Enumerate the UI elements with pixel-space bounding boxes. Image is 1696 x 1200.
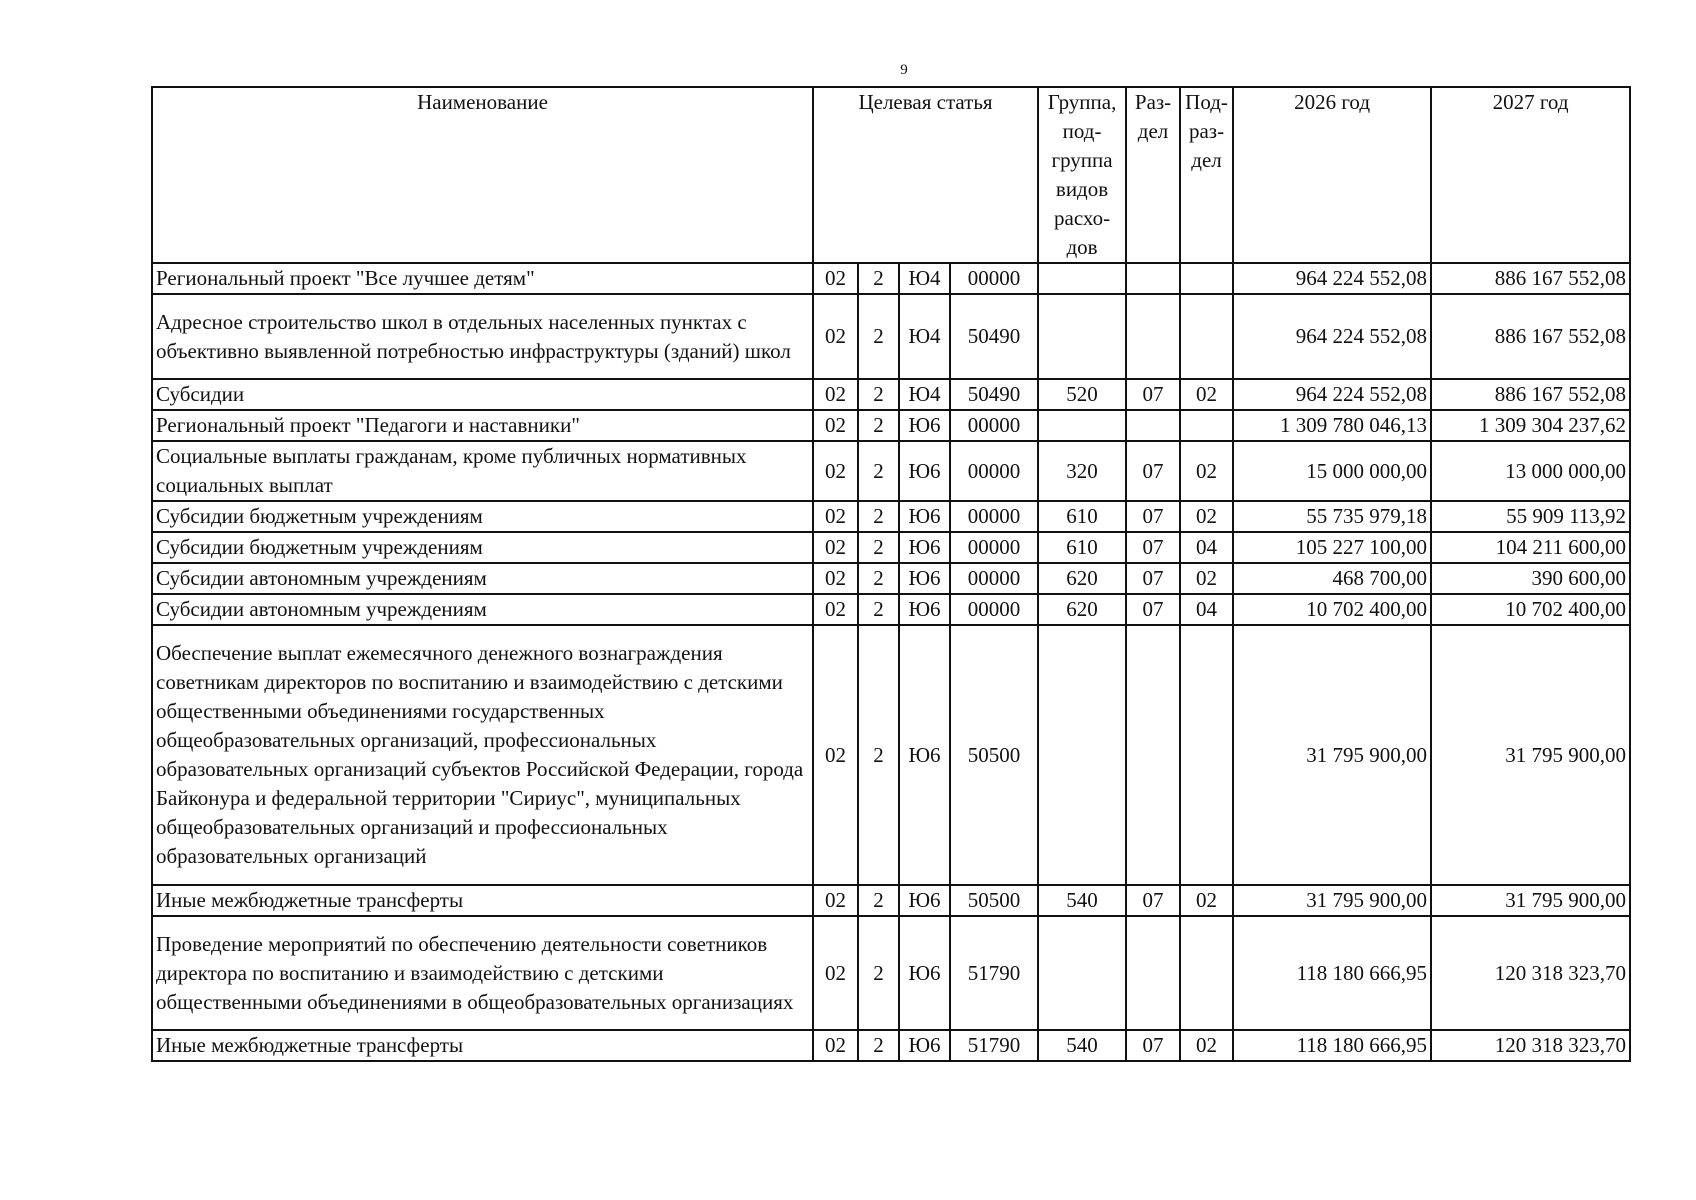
- row-cs-subprogram: 2: [858, 441, 899, 501]
- row-cs-subprogram: 2: [858, 501, 899, 532]
- header-2026: 2026 год: [1233, 87, 1431, 263]
- row-subsection: 04: [1180, 594, 1233, 625]
- table-row: [152, 625, 1630, 885]
- row-group: 540: [1038, 1030, 1126, 1061]
- row-cs-program: 02: [813, 594, 858, 625]
- row-cs-direction: 00000: [950, 594, 1038, 625]
- row-section: [1126, 263, 1180, 294]
- row-name: Иные межбюджетные трансферты: [152, 1030, 813, 1061]
- row-cs-direction: 00000: [950, 532, 1038, 563]
- row-cs-subprogram: 2: [858, 916, 899, 1030]
- row-2027-amount: 13 000 000,00: [1431, 441, 1630, 501]
- table-row: [152, 263, 1630, 294]
- row-2026-amount: 10 702 400,00: [1233, 594, 1431, 625]
- header-group: Группа, под-группа видов расхо-дов: [1038, 87, 1126, 263]
- row-2027-amount: 390 600,00: [1431, 563, 1630, 594]
- row-subsection: [1180, 294, 1233, 379]
- row-group: 620: [1038, 563, 1126, 594]
- row-section: 07: [1126, 501, 1180, 532]
- row-name: Субсидии автономным учреждениям: [152, 594, 813, 625]
- row-section: 07: [1126, 563, 1180, 594]
- row-subsection: [1180, 625, 1233, 885]
- row-group: [1038, 410, 1126, 441]
- row-2026-amount: 964 224 552,08: [1233, 263, 1431, 294]
- row-cs-project: Ю6: [899, 594, 950, 625]
- row-2027-amount: 886 167 552,08: [1431, 294, 1630, 379]
- row-section: [1126, 625, 1180, 885]
- row-subsection: [1180, 410, 1233, 441]
- header-target-article: Целевая статья: [813, 87, 1038, 263]
- header-2027: 2027 год: [1431, 87, 1630, 263]
- row-subsection: 02: [1180, 379, 1233, 410]
- row-2027-amount: 31 795 900,00: [1431, 885, 1630, 916]
- row-2027-amount: 55 909 113,92: [1431, 501, 1630, 532]
- row-cs-direction: 50500: [950, 885, 1038, 916]
- row-2026-amount: 31 795 900,00: [1233, 625, 1431, 885]
- row-name: Субсидии: [152, 379, 813, 410]
- row-section: [1126, 916, 1180, 1030]
- row-section: 07: [1126, 1030, 1180, 1061]
- row-2026-amount: 105 227 100,00: [1233, 532, 1431, 563]
- table-row: [152, 563, 1630, 594]
- row-name: Региональный проект "Все лучшее детям": [152, 263, 813, 294]
- row-cs-program: 02: [813, 625, 858, 885]
- row-cs-project: Ю6: [899, 532, 950, 563]
- row-cs-project: Ю6: [899, 885, 950, 916]
- row-cs-program: 02: [813, 563, 858, 594]
- row-cs-direction: 50500: [950, 625, 1038, 885]
- row-section: [1126, 294, 1180, 379]
- row-section: 07: [1126, 885, 1180, 916]
- row-cs-subprogram: 2: [858, 594, 899, 625]
- row-2027-amount: 104 211 600,00: [1431, 532, 1630, 563]
- row-subsection: 02: [1180, 441, 1233, 501]
- row-name: Проведение мероприятий по обеспечению деятельности советников директора по воспитанию и взаимодействию с детскими общественными объединениями в общеобразовательных организациях: [152, 916, 813, 1030]
- row-cs-project: Ю4: [899, 379, 950, 410]
- table-row: [152, 885, 1630, 916]
- table-row: [152, 916, 1630, 1030]
- row-group: 540: [1038, 885, 1126, 916]
- row-group: [1038, 916, 1126, 1030]
- row-2027-amount: 120 318 323,70: [1431, 916, 1630, 1030]
- row-cs-subprogram: 2: [858, 563, 899, 594]
- row-group: 520: [1038, 379, 1126, 410]
- row-cs-project: Ю4: [899, 294, 950, 379]
- table-row: [152, 379, 1630, 410]
- row-2027-amount: 31 795 900,00: [1431, 625, 1630, 885]
- table-row: [152, 594, 1630, 625]
- row-2027-amount: 886 167 552,08: [1431, 263, 1630, 294]
- row-cs-direction: 51790: [950, 1030, 1038, 1061]
- row-cs-project: Ю6: [899, 916, 950, 1030]
- row-cs-program: 02: [813, 441, 858, 501]
- row-2027-amount: 120 318 323,70: [1431, 1030, 1630, 1061]
- row-2026-amount: 1 309 780 046,13: [1233, 410, 1431, 441]
- table-row: [152, 410, 1630, 441]
- row-group: 610: [1038, 532, 1126, 563]
- row-name: Иные межбюджетные трансферты: [152, 885, 813, 916]
- row-2026-amount: 55 735 979,18: [1233, 501, 1431, 532]
- row-group: 610: [1038, 501, 1126, 532]
- row-cs-direction: 50490: [950, 294, 1038, 379]
- row-cs-direction: 00000: [950, 263, 1038, 294]
- row-cs-subprogram: 2: [858, 532, 899, 563]
- header-name: Наименование: [152, 87, 813, 263]
- row-cs-direction: 51790: [950, 916, 1038, 1030]
- row-section: [1126, 410, 1180, 441]
- row-subsection: 02: [1180, 563, 1233, 594]
- table-row: [152, 294, 1630, 379]
- row-section: 07: [1126, 441, 1180, 501]
- row-cs-project: Ю6: [899, 625, 950, 885]
- row-cs-project: Ю6: [899, 563, 950, 594]
- row-cs-program: 02: [813, 501, 858, 532]
- budget-table: [151, 86, 1631, 1062]
- row-cs-project: Ю6: [899, 501, 950, 532]
- row-2026-amount: 964 224 552,08: [1233, 294, 1431, 379]
- row-name: Субсидии бюджетным учреждениям: [152, 501, 813, 532]
- row-section: 07: [1126, 532, 1180, 563]
- row-cs-program: 02: [813, 263, 858, 294]
- row-name: Субсидии автономным учреждениям: [152, 563, 813, 594]
- table-row: [152, 501, 1630, 532]
- row-cs-subprogram: 2: [858, 263, 899, 294]
- page-number: 9: [900, 62, 908, 78]
- row-cs-program: 02: [813, 916, 858, 1030]
- table-row: [152, 532, 1630, 563]
- row-2027-amount: 10 702 400,00: [1431, 594, 1630, 625]
- row-2026-amount: 118 180 666,95: [1233, 916, 1431, 1030]
- row-cs-subprogram: 2: [858, 885, 899, 916]
- row-group: [1038, 625, 1126, 885]
- row-cs-subprogram: 2: [858, 294, 899, 379]
- row-2026-amount: 15 000 000,00: [1233, 441, 1431, 501]
- header-subsection: Под-раз-дел: [1180, 87, 1233, 263]
- row-group: 620: [1038, 594, 1126, 625]
- row-cs-program: 02: [813, 294, 858, 379]
- row-name: Адресное строительство школ в отдельных населенных пунктах с объективно выявленной потребностью инфраструктуры (зданий) школ: [152, 294, 813, 379]
- row-2026-amount: 31 795 900,00: [1233, 885, 1431, 916]
- row-name: Обеспечение выплат ежемесячного денежного вознаграждения советникам директоров по воспитанию и взаимодействию с детскими общественными объединениями государственных общеобразовательных организаций, профессиональных образовательных организаций субъектов Российской Федерации, города Байконура и федеральной территории "Сириус", муниципальных общеобразовательных организаций и профессиональных образовательных организаций: [152, 625, 813, 885]
- row-name: Субсидии бюджетным учреждениям: [152, 532, 813, 563]
- row-cs-program: 02: [813, 532, 858, 563]
- row-cs-direction: 00000: [950, 441, 1038, 501]
- row-cs-program: 02: [813, 410, 858, 441]
- row-cs-subprogram: 2: [858, 625, 899, 885]
- row-cs-project: Ю6: [899, 410, 950, 441]
- row-name: Социальные выплаты гражданам, кроме публичных нормативных социальных выплат: [152, 441, 813, 501]
- row-section: 07: [1126, 594, 1180, 625]
- row-2026-amount: 468 700,00: [1233, 563, 1431, 594]
- row-2026-amount: 964 224 552,08: [1233, 379, 1431, 410]
- row-cs-subprogram: 2: [858, 410, 899, 441]
- header-section: Раз-дел: [1126, 87, 1180, 263]
- row-name: Региональный проект "Педагоги и наставники": [152, 410, 813, 441]
- table-header-row: [152, 87, 1630, 263]
- table-row: [152, 441, 1630, 501]
- row-subsection: [1180, 916, 1233, 1030]
- table-body: [152, 263, 1630, 1061]
- row-section: 07: [1126, 379, 1180, 410]
- row-cs-subprogram: 2: [858, 1030, 899, 1061]
- row-cs-project: Ю4: [899, 263, 950, 294]
- row-2026-amount: 118 180 666,95: [1233, 1030, 1431, 1061]
- row-group: [1038, 294, 1126, 379]
- row-subsection: 02: [1180, 885, 1233, 916]
- row-cs-direction: 00000: [950, 410, 1038, 441]
- table-row: [152, 1030, 1630, 1061]
- row-group: 320: [1038, 441, 1126, 501]
- row-cs-project: Ю6: [899, 1030, 950, 1061]
- row-2027-amount: 886 167 552,08: [1431, 379, 1630, 410]
- row-subsection: 02: [1180, 501, 1233, 532]
- row-group: [1038, 263, 1126, 294]
- row-subsection: 02: [1180, 1030, 1233, 1061]
- row-2027-amount: 1 309 304 237,62: [1431, 410, 1630, 441]
- row-cs-program: 02: [813, 885, 858, 916]
- row-cs-direction: 50490: [950, 379, 1038, 410]
- row-subsection: 04: [1180, 532, 1233, 563]
- row-subsection: [1180, 263, 1233, 294]
- row-cs-direction: 00000: [950, 501, 1038, 532]
- row-cs-direction: 00000: [950, 563, 1038, 594]
- row-cs-project: Ю6: [899, 441, 950, 501]
- row-cs-program: 02: [813, 379, 858, 410]
- row-cs-program: 02: [813, 1030, 858, 1061]
- row-cs-subprogram: 2: [858, 379, 899, 410]
